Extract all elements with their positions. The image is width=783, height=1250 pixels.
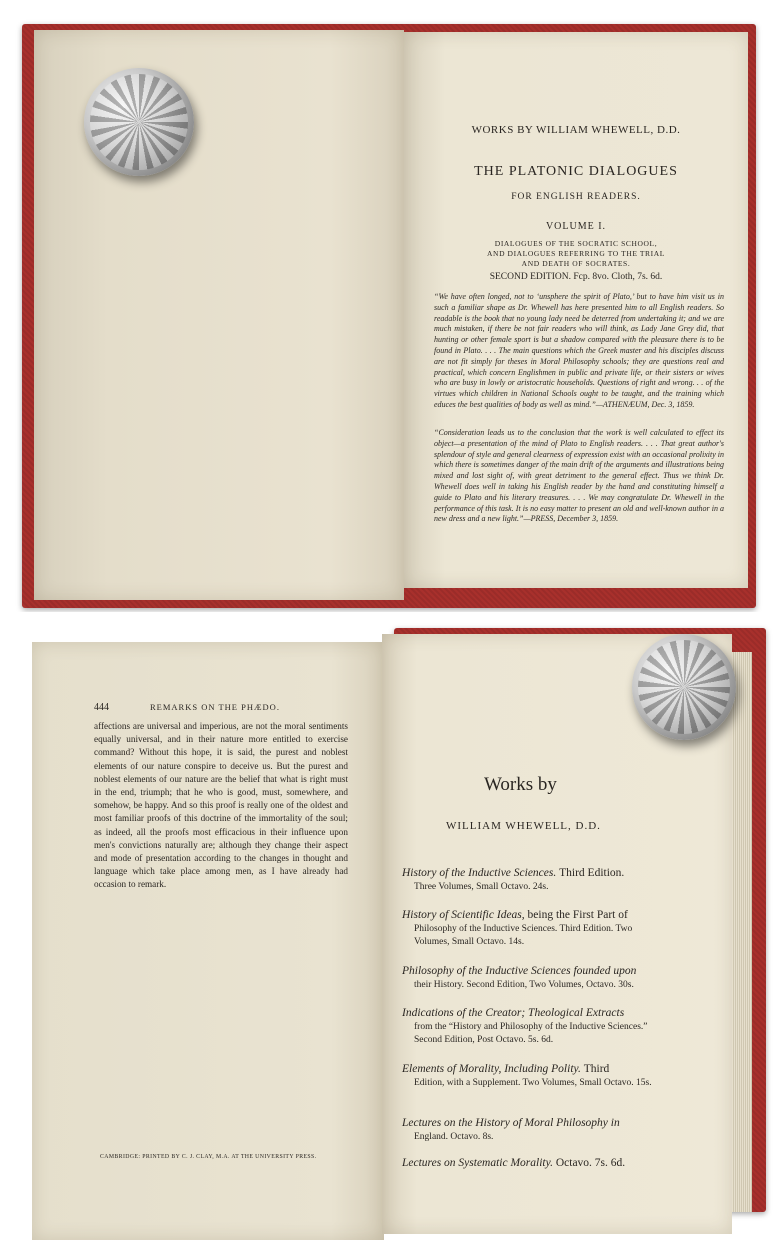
entry-title: History of the Inductive Sciences. bbox=[402, 867, 557, 879]
works-entry-6 bbox=[402, 1116, 652, 1144]
description-line-2: AND DIALOGUES REFERRING TO THE TRIAL bbox=[487, 249, 665, 258]
works-entry-4 bbox=[402, 1006, 652, 1047]
entry-details: Philosophy of the Inductive Sciences. Third Edition. Two Volumes, Small Octavo. 14s. bbox=[414, 924, 633, 947]
volume-label: VOLUME I. bbox=[545, 221, 607, 232]
entry-details: Three Volumes, Small Octavo. 24s. bbox=[414, 882, 549, 892]
running-head: REMARKS ON THE PHÆDO. bbox=[150, 702, 280, 712]
page-header: WORKS BY WILLIAM WHEWELL, D.D. bbox=[471, 124, 681, 136]
entry-title: Lectures on the History of Moral Philosophy in bbox=[402, 1117, 620, 1129]
printer-imprint: CAMBRIDGE: PRINTED BY C. J. CLAY, M.A. AT THE UNIVERSITY PRESS. bbox=[100, 1154, 317, 1160]
text-left-page bbox=[32, 642, 384, 1240]
entry-title: History of Scientific Ideas, bbox=[402, 909, 525, 921]
page-number: 444 bbox=[94, 702, 109, 713]
author-name: WILLIAM WHEWELL, D.D. bbox=[446, 820, 601, 832]
body-paragraph: affections are universal and imperious, are not the moral sentiments equally universal, and in their nature more entitled to exercise command? Without this hope, it is said, the purest and noblest elements of our nature conspire to deceive us. But the purest and noblest elements of our nature are the belief that what is right must in the end, triumph; that he who is good, must, somewhere, and somehow, be happy. And so this proof is really one of the oldest and most familiar proofs of this doctrine of the immortality of the soul; as indeed, all the proofs most efficacious in their influence upon men's convictions naturally are; although they change their aspect and mode of presentation according to the changes in thought and language which take place among men, as I have already had occasion to remark. bbox=[94, 721, 348, 890]
entry-title: Elements of Morality, Including Polity. bbox=[402, 1063, 581, 1075]
entry-details: Edition, with a Supplement. Two Volumes, Small Octavo. 15s. bbox=[414, 1078, 652, 1088]
book-subtitle: FOR ENGLISH READERS. bbox=[511, 192, 641, 202]
entry-title-suffix: Third Edition. bbox=[559, 867, 625, 879]
description-line-1: DIALOGUES OF THE SOCRATIC SCHOOL, bbox=[494, 239, 658, 248]
description-line-3: AND DEATH OF SOCRATES. bbox=[521, 259, 631, 268]
entry-title: Lectures on Systematic Morality. bbox=[402, 1157, 553, 1169]
bottom-book-photo bbox=[0, 622, 783, 1250]
entry-title: Indications of the Creator; Theological Extracts bbox=[402, 1007, 625, 1019]
entry-details: from the “History and Philosophy of the Inductive Sciences.” Second Edition, Post Octavo. 5s. 6d. bbox=[414, 1022, 648, 1045]
entry-title: Philosophy of the Inductive Sciences founded upon bbox=[402, 965, 637, 977]
entry-details: England. Octavo. 8s. bbox=[414, 1132, 494, 1142]
works-entry-2 bbox=[402, 908, 652, 949]
works-entry-5 bbox=[402, 1062, 652, 1090]
silver-paperweight bbox=[84, 68, 194, 176]
works-entry-3 bbox=[402, 964, 652, 992]
book-title: THE PLATONIC DIALOGUES bbox=[474, 164, 678, 179]
title-right-page bbox=[404, 32, 748, 588]
athenaeum-review: “We have often longed, not to ‘unsphere the spirit of Plato,’ but to have him visit us in such a familiar shape as Dr. Whewell has here presented him to all English readers. So readable is the book that no young lady need be deterred from undertaking it; and we are much mistaken, if there be not fair readers who will think, as Lady Jane Grey did, that hunting or other female sport is but a shadow compared with the pleasure there is to be found in Plato. . . . The main questions which the Greek master and his disciples discuss are not fit simply for theses in Moral Philosophy schools; they are questions real and practical, which concern Englishmen in public and private life, or their sisters or wives who are busy in lowly or aristocratic households. Questions of right and wrong. . . of the virtues which children in National Schools ought to be taught, and the training which educes the best qualities of body as well as mind.”—ATHENÆUM, Dec. 3, 1859. bbox=[434, 292, 724, 409]
works-entry-7 bbox=[402, 1156, 652, 1171]
silver-paperweight bbox=[632, 634, 736, 740]
entry-title-suffix: Third bbox=[583, 1063, 610, 1075]
works-by-heading: Works by bbox=[484, 774, 557, 795]
top-book-photo bbox=[0, 0, 783, 612]
press-review: “Consideration leads us to the conclusion that the work is well calculated to effect its object—a presentation of the mind of Plato to English readers. . . . That great author's splendour of style and general clearness of expression exist with an occasional prolixity in which there is sometimes danger of the main drift of the arguments and illustrations being mixed and lost sight of, with great detriment to the general effect. Thus we think Dr. Whewell does well in taking his English reader by the hand and constituting himself a guide to Plato and his literary treasures. . . . We may congratulate Dr. Whewell in the performance of this task. It is no easy matter to present an old and well-known author in a new dress and a new light.”—PRESS, December 3, 1859. bbox=[434, 428, 724, 524]
edition-line: SECOND EDITION. Fcp. 8vo. Cloth, 7s. 6d. bbox=[489, 272, 663, 282]
works-entry-1 bbox=[402, 866, 652, 894]
entry-details: their History. Second Edition, Two Volumes, Octavo. 30s. bbox=[414, 980, 634, 990]
entry-title-suffix: Octavo. 7s. 6d. bbox=[555, 1157, 626, 1169]
entry-title-suffix: being the First Part of bbox=[527, 909, 628, 921]
